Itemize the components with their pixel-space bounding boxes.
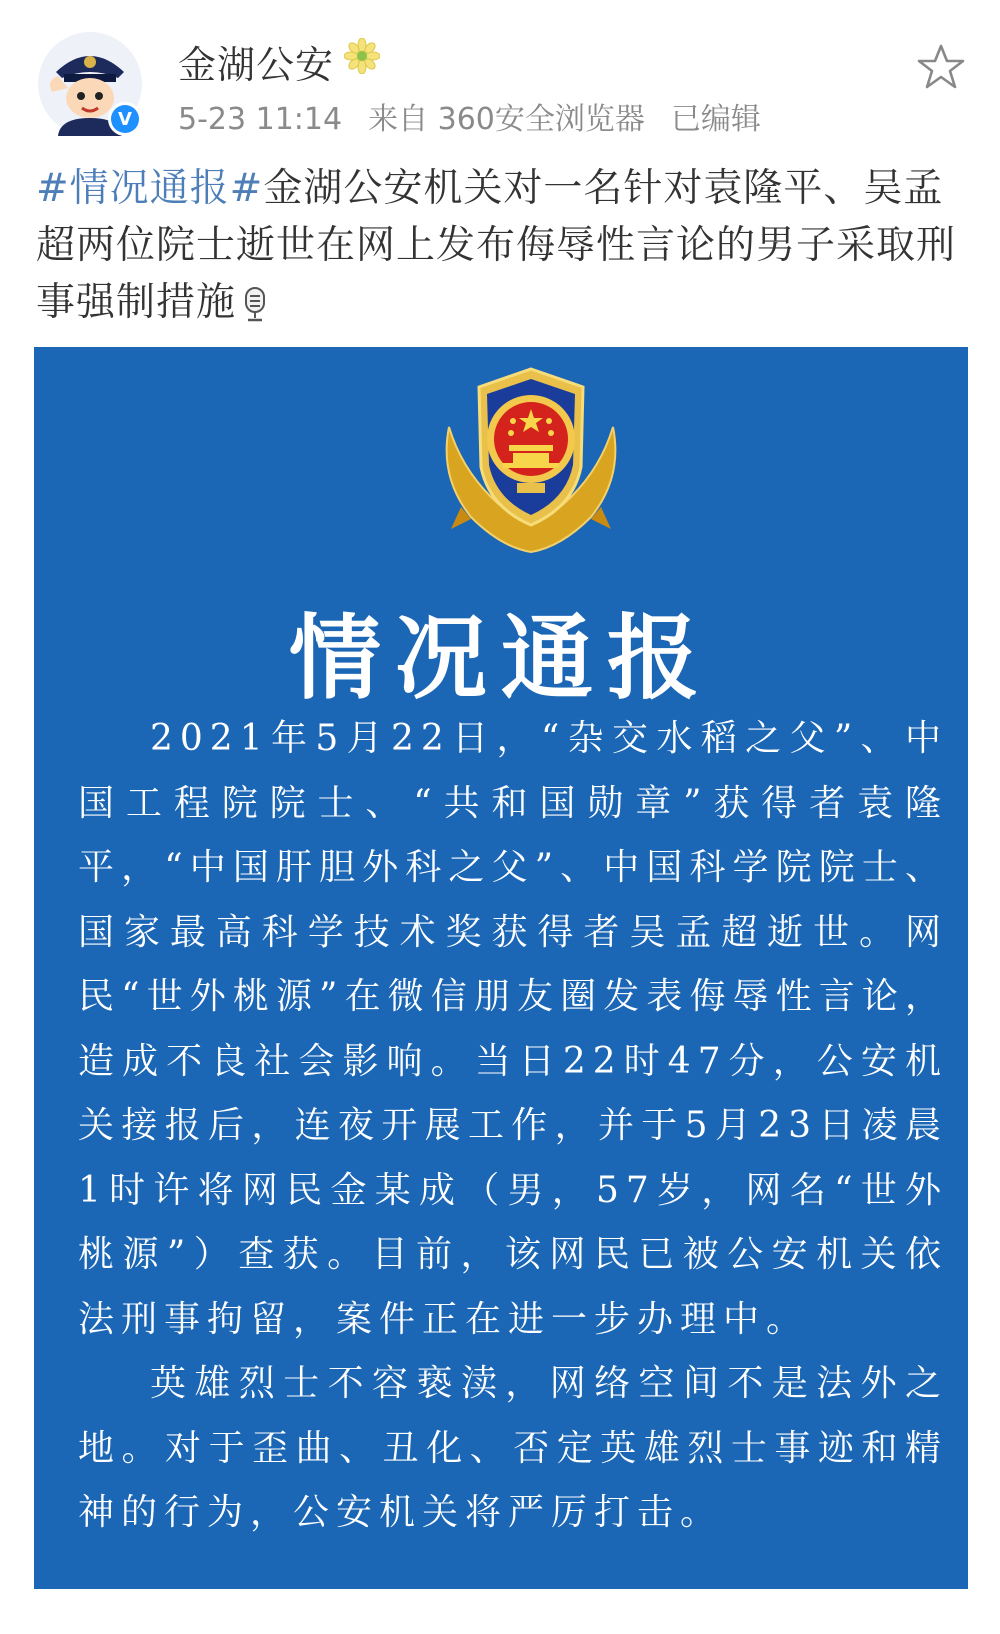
police-emblem-icon bbox=[431, 357, 631, 557]
flower-icon bbox=[344, 38, 380, 74]
topic-link[interactable]: #情况通报# bbox=[36, 166, 264, 211]
notice-paragraph: 2021年5月22日，“杂交水稻之父”、中国工程院院士、“共和国勋章”获得者袁隆平，“中国肝胆外科之父”、中国科学院院士、国家最高科学技术奖获得者吴孟超逝世。网民“世外桃源”在微信朋友圈发表侮辱性言论，造成不良社会影响。当日22时47分，公安机关接报后，连夜开展工作，并于5月23日凌晨1时许将网民金某成（男，57岁，网名“世外桃源”）查获。目前，该网民已被公安机关依法刑事拘留，案件正在进一步办理中。 bbox=[78, 718, 948, 1340]
verified-icon: V bbox=[111, 105, 139, 133]
edited-label[interactable]: 已编辑 bbox=[670, 102, 761, 137]
post-text bbox=[36, 160, 966, 331]
username[interactable]: 金湖公安 bbox=[178, 43, 335, 87]
post-header bbox=[0, 0, 1000, 150]
post-body: 金湖公安机关对一名针对袁隆平、吴孟超两位院士逝世在网上发布侮辱性言论的男子采取刑事强制措施 bbox=[36, 166, 957, 325]
notice-image[interactable] bbox=[34, 347, 968, 1589]
notice-body bbox=[78, 707, 948, 1546]
microphone-icon[interactable] bbox=[242, 286, 268, 324]
star-icon[interactable] bbox=[916, 42, 966, 92]
notice-paragraph: 英雄烈士不容亵渎，网络空间不是法外之地。对于歪曲、丑化、否定英雄烈士事迹和精神的行为，公安机关将严厉打击。 bbox=[78, 1363, 948, 1533]
notice-title: 情况通报 bbox=[288, 604, 713, 712]
post-time: 5-23 11:14 bbox=[178, 102, 343, 137]
post-meta bbox=[178, 94, 787, 138]
verified-badge bbox=[108, 102, 142, 136]
post-source[interactable]: 来自 360安全浏览器 bbox=[368, 102, 645, 137]
